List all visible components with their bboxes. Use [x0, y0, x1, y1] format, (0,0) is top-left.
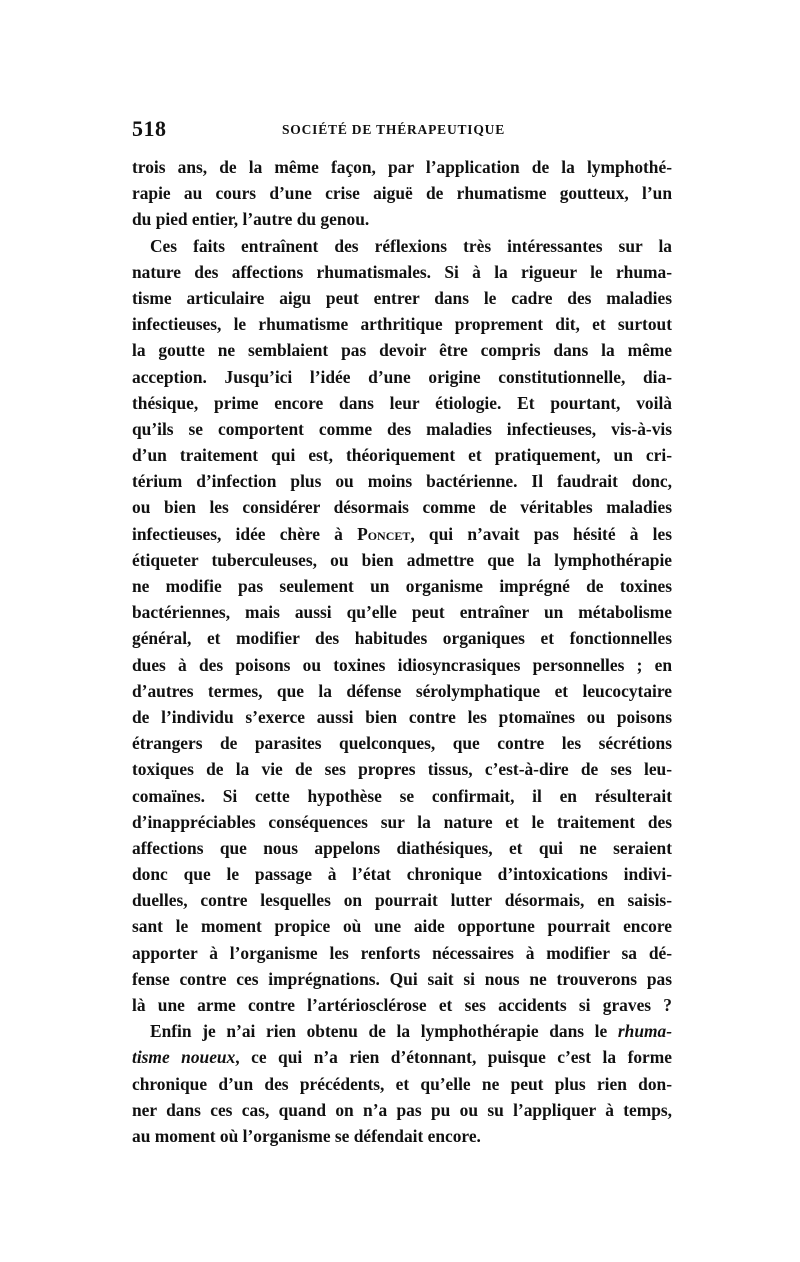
page-header — [132, 116, 672, 148]
text-line: infectieuses, le rhumatisme arthritique proprement dit, et surtout — [132, 314, 672, 335]
italic-term-rhumatisme: rhuma- — [617, 1021, 672, 1042]
text-line: la goutte ne semblaient pas devoir être compris dans la même — [132, 340, 672, 361]
paragraph-start-line: Ces faits entraînent des réflexions très intéressantes sur la — [150, 235, 672, 256]
text-line: rapie au cours d’une crise aiguë de rhumatisme goutteux, l’un — [132, 183, 672, 204]
text-line: acception. Jusqu’ici l’idée d’une origine constitutionnelle, dia- — [132, 366, 672, 387]
text-fragment: , qui n’avait pas hésité à les — [410, 523, 672, 544]
text-line: général, et modifier des habitudes organiques et fonctionnelles — [132, 628, 672, 649]
text-line: chronique d’un des précédents, et qu’elle ne peut plus rien don- — [132, 1073, 672, 1094]
text-line-poncet — [132, 521, 672, 547]
text-line: ner dans ces cas, quand on n’a pas pu ou su l’appliquer à temps, — [132, 1099, 672, 1120]
text-line: d’autres termes, que la défense sérolymphatique et leucocytaire — [132, 680, 672, 701]
text-line: tisme articulaire aigu peut entrer dans le cadre des maladies — [132, 287, 672, 308]
text-line: dues à des poisons ou toxines idiosyncrasiques personnelles ; en — [132, 654, 672, 675]
text-line: sant le moment propice où une aide opportune pourrait encore — [132, 916, 672, 937]
page-number: 518 — [132, 116, 167, 141]
text-fragment: , ce qui n’a rien d’étonnant, puisque c’est la forme — [235, 1047, 672, 1068]
text-line: apporter à l’organisme les renforts nécessaires à modifier sa dé- — [132, 942, 672, 963]
book-page — [132, 116, 672, 1149]
text-line: duelles, contre lesquelles on pourrait lutter désormais, en saisis- — [132, 890, 672, 911]
text-line: là une arme contre l’artériosclérose et ses accidents si graves ? — [132, 995, 672, 1015]
text-line: donc que le passage à l’état chronique d’intoxications indivi- — [132, 864, 672, 885]
text-line-noueux — [132, 1044, 672, 1070]
text-line: ou bien les considérer désormais comme de véritables maladies — [132, 497, 672, 518]
text-line: toxiques de la vie de ses propres tissus, c’est-à-dire de ses leu- — [132, 759, 672, 780]
text-line: étrangers de parasites quelconques, que contre les sécrétions — [132, 733, 672, 754]
text-line: d’inappréciables conséquences sur la nature et le traitement des — [132, 811, 672, 832]
text-line: ne modifie pas seulement un organisme imprégné de toxines — [132, 576, 672, 596]
text-line: d’un traitement qui est, théoriquement et pratiquement, un cri- — [132, 445, 672, 466]
italic-term-noueux: tisme noueux — [132, 1047, 236, 1068]
text-line: thésique, prime encore dans leur étiologie. Et pourtant, voilà — [132, 392, 672, 413]
text-fragment: Enfin je n’ai rien obtenu de la lymphothérapie dans le — [150, 1021, 618, 1042]
body-text — [132, 154, 672, 1149]
text-line: qu’ils se comportent comme des maladies infectieuses, vis-à-vis — [132, 418, 672, 439]
running-title: SOCIÉTÉ DE THÉRAPEUTIQUE — [282, 122, 506, 137]
text-line: fense contre ces imprégnations. Qui sait si nous ne trouverons pas — [132, 968, 672, 989]
text-line: nature des affections rhumatismales. Si à la rigueur le rhuma- — [132, 261, 672, 282]
text-line: du pied entier, l’autre du genou. — [132, 209, 370, 230]
text-line: de l’individu s’exerce aussi bien contre les ptomaïnes ou poisons — [132, 706, 672, 727]
text-fragment: infectieuses, idée chère à — [132, 523, 358, 544]
text-line: au moment où l’organisme se défendait encore. — [132, 1125, 481, 1146]
text-line: trois ans, de la même façon, par l’application de la lymphothé- — [132, 157, 672, 177]
text-line: affections que nous appelons diathésiques, et qui ne seraient — [132, 837, 672, 858]
author-name-poncet: Poncet — [357, 523, 411, 544]
text-line: térium d’infection plus ou moins bactérienne. Il faudrait donc, — [132, 471, 672, 492]
text-line: bactériennes, mais aussi qu’elle peut entraîner un métabolisme — [132, 602, 672, 623]
text-line: étiqueter tuberculeuses, ou bien admettre que la lymphothérapie — [132, 549, 672, 570]
text-line: comaïnes. Si cette hypothèse se confirmait, il en résulterait — [132, 785, 672, 806]
paragraph-start-line — [132, 1018, 672, 1044]
